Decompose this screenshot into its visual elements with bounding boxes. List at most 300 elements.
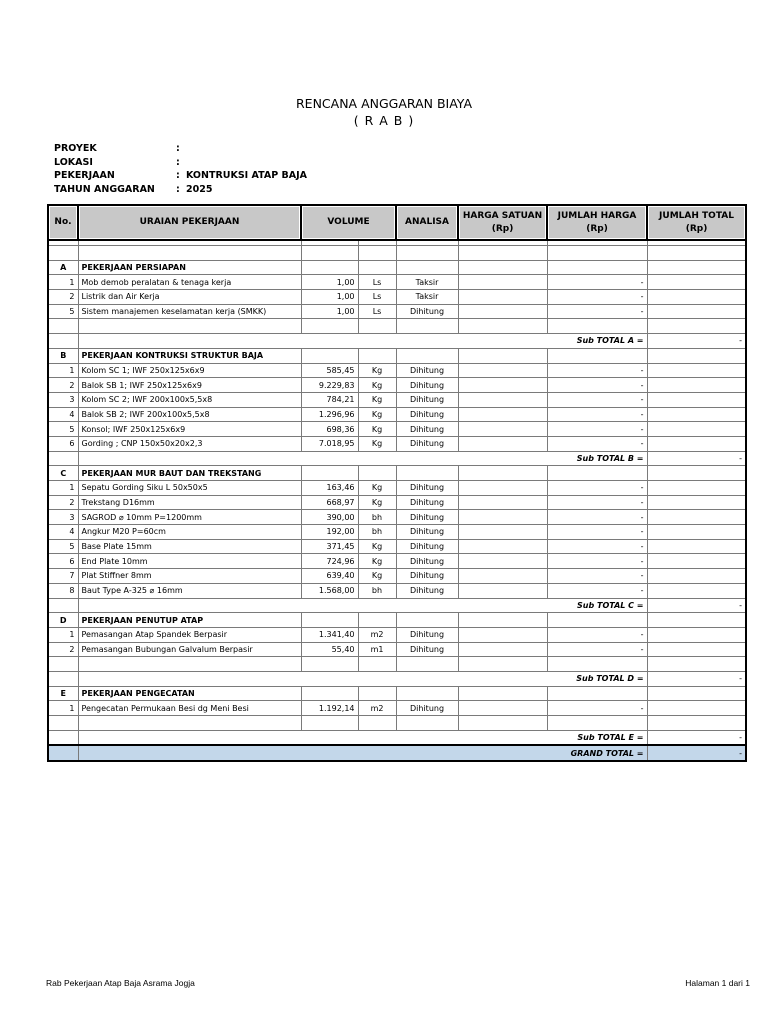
item-description: Base Plate 15mm	[78, 539, 301, 554]
table-row	[48, 422, 746, 437]
subtotal-row	[48, 451, 746, 466]
item-harga-satuan	[458, 481, 547, 496]
item-description: End Plate 10mm	[78, 554, 301, 569]
empty-cell	[396, 466, 458, 481]
empty-cell	[301, 716, 358, 731]
empty-cell	[458, 716, 547, 731]
item-volume: 7.018,95	[301, 436, 358, 451]
item-unit: Kg	[358, 392, 396, 407]
item-jumlah-harga: -	[547, 554, 647, 569]
item-harga-satuan	[458, 583, 547, 598]
table-body	[48, 240, 746, 761]
item-analisa: Dihitung	[396, 363, 458, 378]
item-description: Gording ; CNP 150x50x20x2,3	[78, 436, 301, 451]
item-unit: m1	[358, 642, 396, 657]
table-row	[48, 701, 746, 716]
subtotal-row	[48, 598, 746, 613]
item-no: 3	[48, 392, 78, 407]
empty-cell	[647, 657, 746, 672]
item-jumlah-harga: -	[547, 290, 647, 305]
table-row	[48, 642, 746, 657]
section-header-row	[48, 260, 746, 275]
empty-cell	[647, 290, 746, 305]
item-harga-satuan	[458, 701, 547, 716]
item-harga-satuan	[458, 436, 547, 451]
table-row	[48, 392, 746, 407]
item-harga-satuan	[458, 627, 547, 642]
item-no: 1	[48, 481, 78, 496]
item-volume: 163,46	[301, 481, 358, 496]
empty-cell	[647, 246, 746, 261]
item-volume: 784,21	[301, 392, 358, 407]
item-unit: Kg	[358, 569, 396, 584]
item-no: 6	[48, 554, 78, 569]
item-no: 5	[48, 304, 78, 319]
empty-cell	[647, 554, 746, 569]
empty-cell	[647, 275, 746, 290]
item-unit: bh	[358, 525, 396, 540]
empty-cell	[647, 466, 746, 481]
empty-cell	[647, 569, 746, 584]
empty-cell	[458, 246, 547, 261]
item-unit: Kg	[358, 554, 396, 569]
empty-cell	[48, 334, 78, 349]
empty-cell	[647, 422, 746, 437]
info-colon: :	[176, 170, 180, 181]
empty-cell	[48, 671, 78, 686]
item-unit: Ls	[358, 275, 396, 290]
item-description: Mob demob peralatan & tenaga kerja	[78, 275, 301, 290]
empty-cell	[458, 657, 547, 672]
empty-cell	[547, 613, 647, 628]
empty-cell	[358, 319, 396, 334]
empty-cell	[301, 348, 358, 363]
section-header-row	[48, 348, 746, 363]
empty-cell	[396, 657, 458, 672]
empty-cell	[458, 466, 547, 481]
header-uraian: URAIAN PEKERJAAN	[78, 205, 301, 240]
subtotal-label: Sub TOTAL E =	[78, 730, 647, 745]
item-jumlah-harga: -	[547, 436, 647, 451]
info-colon: :	[176, 143, 180, 154]
header-volume: VOLUME	[301, 205, 396, 240]
item-description: Baut Type A-325 ⌀ 16mm	[78, 583, 301, 598]
item-jumlah-harga: -	[547, 481, 647, 496]
item-jumlah-harga: -	[547, 407, 647, 422]
item-no: 2	[48, 495, 78, 510]
item-analisa: Dihitung	[396, 701, 458, 716]
subtotal-value: -	[647, 671, 746, 686]
item-jumlah-harga: -	[547, 627, 647, 642]
empty-cell	[396, 319, 458, 334]
item-description: Trekstang D16mm	[78, 495, 301, 510]
item-jumlah-harga: -	[547, 510, 647, 525]
empty-cell	[301, 613, 358, 628]
subtotal-value: -	[647, 730, 746, 745]
item-unit: m2	[358, 627, 396, 642]
empty-cell	[647, 539, 746, 554]
item-volume: 55,40	[301, 642, 358, 657]
item-description: Pemasangan Bubungan Galvalum Berpasir	[78, 642, 301, 657]
item-unit: Ls	[358, 304, 396, 319]
empty-cell	[458, 319, 547, 334]
info-row-pekerjaan	[54, 169, 307, 183]
item-no: 2	[48, 642, 78, 657]
header-no: No.	[48, 205, 78, 240]
empty-cell	[358, 657, 396, 672]
item-no: 5	[48, 422, 78, 437]
section-title: PEKERJAAN PENUTUP ATAP	[78, 613, 301, 628]
empty-cell	[647, 363, 746, 378]
empty-cell	[647, 392, 746, 407]
item-analisa: Dihitung	[396, 510, 458, 525]
empty-cell	[647, 627, 746, 642]
table-row	[48, 525, 746, 540]
item-analisa: Dihitung	[396, 304, 458, 319]
item-description: Sepatu Gording Siku L 50x50x5	[78, 481, 301, 496]
info-label: TAHUN ANGGARAN	[54, 183, 155, 195]
item-description: Angkur M20 P=60cm	[78, 525, 301, 540]
item-unit: m2	[358, 701, 396, 716]
empty-cell	[48, 319, 78, 334]
empty-cell	[647, 319, 746, 334]
empty-cell	[358, 260, 396, 275]
project-info	[54, 142, 307, 196]
item-volume: 1,00	[301, 275, 358, 290]
empty-cell	[647, 510, 746, 525]
item-volume: 192,00	[301, 525, 358, 540]
table-row	[48, 539, 746, 554]
item-volume: 1,00	[301, 290, 358, 305]
item-harga-satuan	[458, 539, 547, 554]
section-code: C	[48, 466, 78, 481]
item-no: 7	[48, 569, 78, 584]
item-description: Plat Stiffner 8mm	[78, 569, 301, 584]
table-row	[48, 378, 746, 393]
blank-row	[48, 319, 746, 334]
empty-cell	[396, 716, 458, 731]
item-jumlah-harga: -	[547, 495, 647, 510]
empty-cell	[647, 686, 746, 701]
table-header-row	[48, 205, 746, 240]
item-analisa: Dihitung	[396, 378, 458, 393]
item-analisa: Dihitung	[396, 642, 458, 657]
item-jumlah-harga: -	[547, 392, 647, 407]
empty-cell	[647, 378, 746, 393]
empty-cell	[547, 716, 647, 731]
item-unit: Kg	[358, 363, 396, 378]
empty-cell	[301, 657, 358, 672]
empty-cell	[547, 686, 647, 701]
item-description: Kolom SC 1; IWF 250x125x6x9	[78, 363, 301, 378]
item-volume: 1.192,14	[301, 701, 358, 716]
item-analisa: Dihitung	[396, 569, 458, 584]
empty-cell	[78, 319, 301, 334]
item-harga-satuan	[458, 525, 547, 540]
item-unit: Kg	[358, 481, 396, 496]
header-jumlah-total: JUMLAH TOTAL (Rp)	[647, 205, 746, 240]
empty-cell	[48, 716, 78, 731]
item-description: Kolom SC 2; IWF 200x100x5,5x8	[78, 392, 301, 407]
item-unit: bh	[358, 583, 396, 598]
item-harga-satuan	[458, 392, 547, 407]
item-analisa: Dihitung	[396, 407, 458, 422]
empty-cell	[396, 246, 458, 261]
empty-cell	[647, 436, 746, 451]
section-code: D	[48, 613, 78, 628]
header-harga-satuan: HARGA SATUAN (Rp)	[458, 205, 547, 240]
grand-total-label: GRAND TOTAL =	[78, 745, 647, 761]
grand-total-row	[48, 745, 746, 761]
item-volume: 668,97	[301, 495, 358, 510]
item-harga-satuan	[458, 378, 547, 393]
table-row	[48, 290, 746, 305]
empty-cell	[78, 246, 301, 261]
section-title: PEKERJAAN KONTRUKSI STRUKTUR BAJA	[78, 348, 301, 363]
empty-cell	[647, 525, 746, 540]
item-jumlah-harga: -	[547, 569, 647, 584]
empty-cell	[647, 701, 746, 716]
item-analisa: Dihitung	[396, 392, 458, 407]
empty-cell	[647, 348, 746, 363]
info-value: 2025	[186, 183, 213, 195]
item-description: Listrik dan Air Kerja	[78, 290, 301, 305]
item-jumlah-harga: -	[547, 583, 647, 598]
item-no: 4	[48, 525, 78, 540]
empty-cell	[48, 730, 78, 745]
subtotal-row	[48, 671, 746, 686]
item-volume: 9.229,83	[301, 378, 358, 393]
item-harga-satuan	[458, 554, 547, 569]
table-row	[48, 554, 746, 569]
section-title: PEKERJAAN PENGECATAN	[78, 686, 301, 701]
item-harga-satuan	[458, 642, 547, 657]
subtotal-label: Sub TOTAL D =	[78, 671, 647, 686]
empty-cell	[647, 716, 746, 731]
subtotal-label: Sub TOTAL A =	[78, 334, 647, 349]
item-no: 1	[48, 275, 78, 290]
item-no: 3	[48, 510, 78, 525]
section-header-row	[48, 686, 746, 701]
item-analisa: Dihitung	[396, 495, 458, 510]
item-volume: 371,45	[301, 539, 358, 554]
empty-cell	[647, 583, 746, 598]
item-no: 2	[48, 290, 78, 305]
empty-cell	[647, 304, 746, 319]
empty-cell	[458, 613, 547, 628]
empty-cell	[301, 319, 358, 334]
table-row	[48, 481, 746, 496]
empty-cell	[547, 319, 647, 334]
blank-row	[48, 657, 746, 672]
item-harga-satuan	[458, 304, 547, 319]
item-no: 1	[48, 363, 78, 378]
table-row	[48, 275, 746, 290]
item-description: Sistem manajemen keselamatan kerja (SMKK)	[78, 304, 301, 319]
item-volume: 1.568,00	[301, 583, 358, 598]
info-row-tahun-anggaran	[54, 183, 307, 197]
empty-cell	[48, 598, 78, 613]
subtotal-value: -	[647, 598, 746, 613]
subtotal-value: -	[647, 451, 746, 466]
item-analisa: Dihitung	[396, 583, 458, 598]
section-code: E	[48, 686, 78, 701]
item-no: 8	[48, 583, 78, 598]
empty-cell	[396, 348, 458, 363]
item-analisa: Dihitung	[396, 554, 458, 569]
empty-cell	[48, 745, 78, 761]
subtotal-label: Sub TOTAL C =	[78, 598, 647, 613]
item-no: 4	[48, 407, 78, 422]
item-harga-satuan	[458, 510, 547, 525]
empty-cell	[48, 246, 78, 261]
item-jumlah-harga: -	[547, 422, 647, 437]
item-no: 6	[48, 436, 78, 451]
document-subtitle: ( R A B )	[353, 113, 415, 128]
item-jumlah-harga: -	[547, 642, 647, 657]
footer-document-name: Rab Pekerjaan Atap Baja Asrama Jogja	[46, 978, 195, 988]
empty-cell	[358, 466, 396, 481]
item-description: SAGROD ⌀ 10mm P=1200mm	[78, 510, 301, 525]
item-volume: 698,36	[301, 422, 358, 437]
header-analisa: ANALISA	[396, 205, 458, 240]
empty-cell	[301, 466, 358, 481]
item-description: Balok SB 1; IWF 250x125x6x9	[78, 378, 301, 393]
item-analisa: Dihitung	[396, 539, 458, 554]
empty-cell	[458, 348, 547, 363]
info-label: PEKERJAAN	[54, 170, 115, 181]
item-unit: Kg	[358, 436, 396, 451]
item-no: 5	[48, 539, 78, 554]
item-volume: 390,00	[301, 510, 358, 525]
info-label: PROYEK	[54, 143, 97, 154]
empty-cell	[396, 613, 458, 628]
item-harga-satuan	[458, 422, 547, 437]
table-row	[48, 304, 746, 319]
item-harga-satuan	[458, 275, 547, 290]
item-harga-satuan	[458, 363, 547, 378]
item-analisa: Taksir	[396, 275, 458, 290]
subtotal-label: Sub TOTAL B =	[78, 451, 647, 466]
item-jumlah-harga: -	[547, 701, 647, 716]
table-row	[48, 363, 746, 378]
section-title: PEKERJAAN MUR BAUT DAN TREKSTANG	[78, 466, 301, 481]
table-row	[48, 510, 746, 525]
blank-row	[48, 716, 746, 731]
item-description: Balok SB 2; IWF 200x100x5,5x8	[78, 407, 301, 422]
item-unit: Kg	[358, 422, 396, 437]
item-analisa: Dihitung	[396, 436, 458, 451]
empty-cell	[547, 260, 647, 275]
table-row	[48, 407, 746, 422]
item-harga-satuan	[458, 569, 547, 584]
info-label: LOKASI	[54, 156, 93, 168]
table-row	[48, 436, 746, 451]
blank-row	[48, 246, 746, 261]
item-unit: Kg	[358, 378, 396, 393]
item-description: Pemasangan Atap Spandek Berpasir	[78, 627, 301, 642]
item-analisa: Dihitung	[396, 627, 458, 642]
item-analisa: Dihitung	[396, 422, 458, 437]
info-row-lokasi	[54, 156, 307, 170]
empty-cell	[358, 348, 396, 363]
item-description: Konsol; IWF 250x125x6x9	[78, 422, 301, 437]
empty-cell	[78, 716, 301, 731]
empty-cell	[48, 451, 78, 466]
empty-cell	[647, 481, 746, 496]
empty-cell	[301, 260, 358, 275]
empty-cell	[647, 642, 746, 657]
item-harga-satuan	[458, 290, 547, 305]
item-volume: 1.296,96	[301, 407, 358, 422]
empty-cell	[547, 466, 647, 481]
empty-cell	[458, 260, 547, 275]
info-row-proyek	[54, 142, 307, 156]
item-description: Pengecatan Permukaan Besi dg Meni Besi	[78, 701, 301, 716]
empty-cell	[647, 613, 746, 628]
section-header-row	[48, 613, 746, 628]
item-unit: bh	[358, 510, 396, 525]
item-volume: 724,96	[301, 554, 358, 569]
table-row	[48, 569, 746, 584]
info-colon: :	[176, 156, 180, 168]
section-header-row	[48, 466, 746, 481]
table-row	[48, 583, 746, 598]
empty-cell	[647, 495, 746, 510]
item-no: 1	[48, 627, 78, 642]
table-row	[48, 495, 746, 510]
empty-cell	[647, 260, 746, 275]
empty-cell	[547, 246, 647, 261]
document-title: RENCANA ANGGARAN BIAYA	[295, 96, 473, 111]
subtotal-row	[48, 334, 746, 349]
section-title: PEKERJAAN PERSIAPAN	[78, 260, 301, 275]
item-unit: Kg	[358, 407, 396, 422]
item-volume: 639,40	[301, 569, 358, 584]
item-analisa: Dihitung	[396, 525, 458, 540]
empty-cell	[547, 348, 647, 363]
item-jumlah-harga: -	[547, 275, 647, 290]
item-no: 2	[48, 378, 78, 393]
empty-cell	[358, 686, 396, 701]
item-volume: 585,45	[301, 363, 358, 378]
empty-cell	[458, 686, 547, 701]
subtotal-row	[48, 730, 746, 745]
item-jumlah-harga: -	[547, 525, 647, 540]
item-jumlah-harga: -	[547, 378, 647, 393]
item-jumlah-harga: -	[547, 539, 647, 554]
item-jumlah-harga: -	[547, 304, 647, 319]
empty-cell	[547, 657, 647, 672]
grand-total-value: -	[647, 745, 746, 761]
item-no: 1	[48, 701, 78, 716]
header-jumlah-harga: JUMLAH HARGA (Rp)	[547, 205, 647, 240]
empty-cell	[301, 246, 358, 261]
empty-cell	[48, 657, 78, 672]
rab-table	[47, 204, 747, 762]
section-code: B	[48, 348, 78, 363]
item-volume: 1.341,40	[301, 627, 358, 642]
item-volume: 1,00	[301, 304, 358, 319]
info-colon: :	[176, 183, 180, 195]
subtotal-value: -	[647, 334, 746, 349]
section-code: A	[48, 260, 78, 275]
empty-cell	[301, 686, 358, 701]
item-unit: Kg	[358, 495, 396, 510]
table-row	[48, 627, 746, 642]
footer-page-number: Halaman 1 dari 1	[685, 978, 750, 988]
empty-cell	[396, 686, 458, 701]
